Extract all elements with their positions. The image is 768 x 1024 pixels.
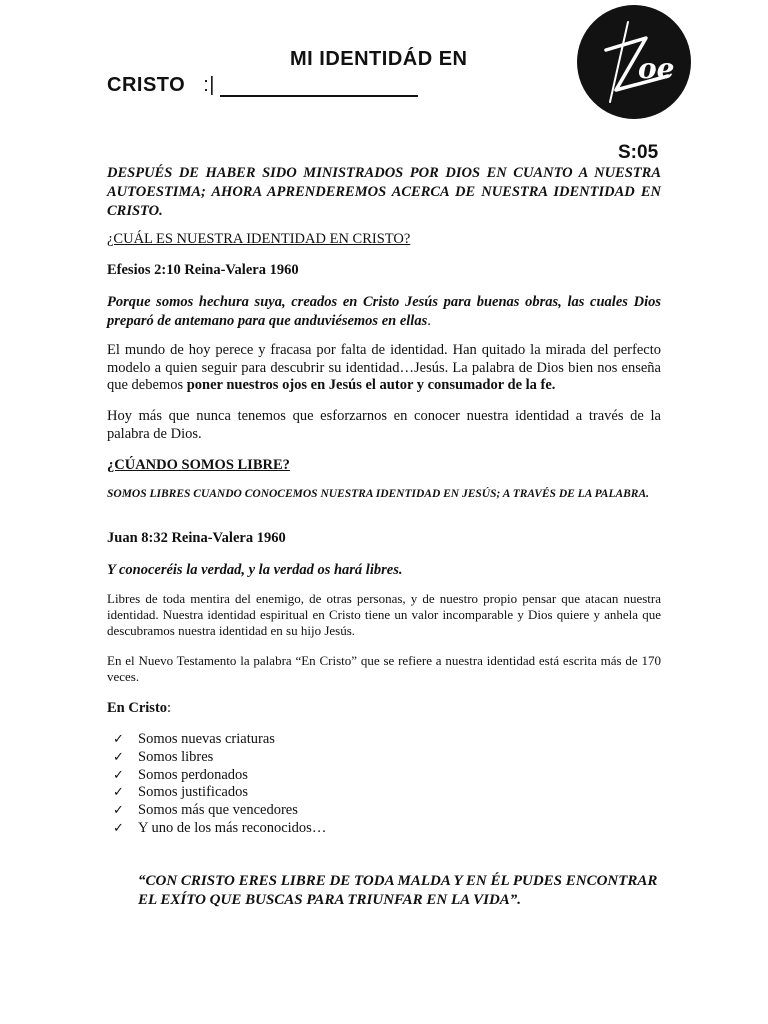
section2-paragraph-2: En el Nuevo Testamento la palabra “En Cristo” que se refiere a nuestra identidad está escrita más de 170 veces. <box>107 653 661 684</box>
section1-reference: Efesios 2:10 Reina-Valera 1960 <box>107 262 299 278</box>
en-cristo-list <box>107 731 661 838</box>
en-cristo-label-text: En Cristo <box>107 700 168 716</box>
section1-heading: ¿CUÁL ES NUESTRA IDENTIDAD EN CRISTO? <box>107 231 411 247</box>
intro-paragraph: DESPUÉS DE HABER SIDO MINISTRADOS POR DIOS EN CUANTO A NUESTRA AUTOESTIMA; AHORA APRENDEREMOS ACERCA DE NUESTRA IDENTIDAD EN CRISTO. <box>107 165 661 219</box>
check-icon: ✓ <box>113 767 124 783</box>
session-number: S:05 <box>618 142 659 163</box>
section2-reference: Juan 8:32 Reina-Valera 1960 <box>107 530 286 546</box>
check-icon: ✓ <box>113 732 124 747</box>
title-underline <box>220 95 418 97</box>
section1-verse-text: Porque somos hechura suya, creados en Cristo Jesús para buenas obras, las cuales Dios preparó de antemano para que anduviésemos en ellas <box>107 294 661 329</box>
section1-paragraph-1 <box>107 342 661 395</box>
title-line-2 <box>107 74 215 97</box>
checklist <box>107 731 661 838</box>
title-word-cristo: CRISTO <box>107 74 186 96</box>
title-separator: :| <box>203 74 215 96</box>
list-item-text: Y uno de los más reconocidos… <box>138 819 327 836</box>
list-item-text: Somos libres <box>138 748 214 765</box>
section2-heading: ¿CÚANDO SOMOS LIBRE? <box>107 457 290 473</box>
section1-paragraph-1-text: El mundo de hoy perece y fracasa por falta de identidad. Han quitado la mirada del perfecto modelo a quien seguir para descubrir su identidad…Jesús. La palabra de Dios bien nos enseña que debemos <box>107 342 661 393</box>
section2-verse: Y conoceréis la verdad, y la verdad os hará libres. <box>107 562 403 578</box>
en-cristo-colon: : <box>167 700 172 716</box>
zoe-logo <box>576 4 692 120</box>
en-cristo-label <box>107 700 661 717</box>
title-line-1: MI IDENTIDÁD EN <box>290 48 468 70</box>
list-item <box>107 749 661 767</box>
check-icon: ✓ <box>113 749 124 765</box>
list-item-text: Somos más que vencedores <box>138 802 298 819</box>
list-item <box>107 820 661 838</box>
check-icon: ✓ <box>113 803 124 819</box>
check-icon: ✓ <box>113 820 124 836</box>
list-item <box>107 802 661 820</box>
section1-verse <box>107 293 661 331</box>
svg-text:oe: oe <box>638 52 675 85</box>
zoe-logo-graphic <box>576 4 692 120</box>
closing-quote: “CON CRISTO ERES LIBRE DE TODA MALDA Y EN ÉL PUDES ENCONTRAR EL EXÍTO QUE BUSCAS PARA TRIUNFAR EN LA VIDA”. <box>138 873 658 908</box>
section2-paragraph-1: Libres de toda mentira del enemigo, de otras personas, y de nuestro propio pensar que atacan nuestra identidad. Nuestra identidad espiritual en Cristo tiene un valor incomparable y Dios quiere y anhela que descubramos nuestra identidad en su hijo Jesús. <box>107 591 661 638</box>
list-item <box>107 731 661 749</box>
list-item-text: Somos justificados <box>138 784 248 801</box>
section1-paragraph-2: Hoy más que nunca tenemos que esforzarnos en conocer nuestra identidad a través de la palabra de Dios. <box>107 408 661 442</box>
list-item <box>107 767 661 785</box>
section1-paragraph-1-bold: poner nuestros ojos en Jesús el autor y consumador de la fe. <box>186 377 556 393</box>
list-item-text: Somos perdonados <box>138 766 248 783</box>
list-item-text: Somos nuevas criaturas <box>138 731 275 747</box>
check-icon: ✓ <box>113 785 124 801</box>
list-item <box>107 784 661 802</box>
section1-verse-end: . <box>427 313 431 329</box>
section2-subheading: SOMOS LIBRES CUANDO CONOCEMOS NUESTRA IDENTIDAD EN JESÚS; A TRAVÉS DE LA PALABRA. <box>107 488 650 500</box>
